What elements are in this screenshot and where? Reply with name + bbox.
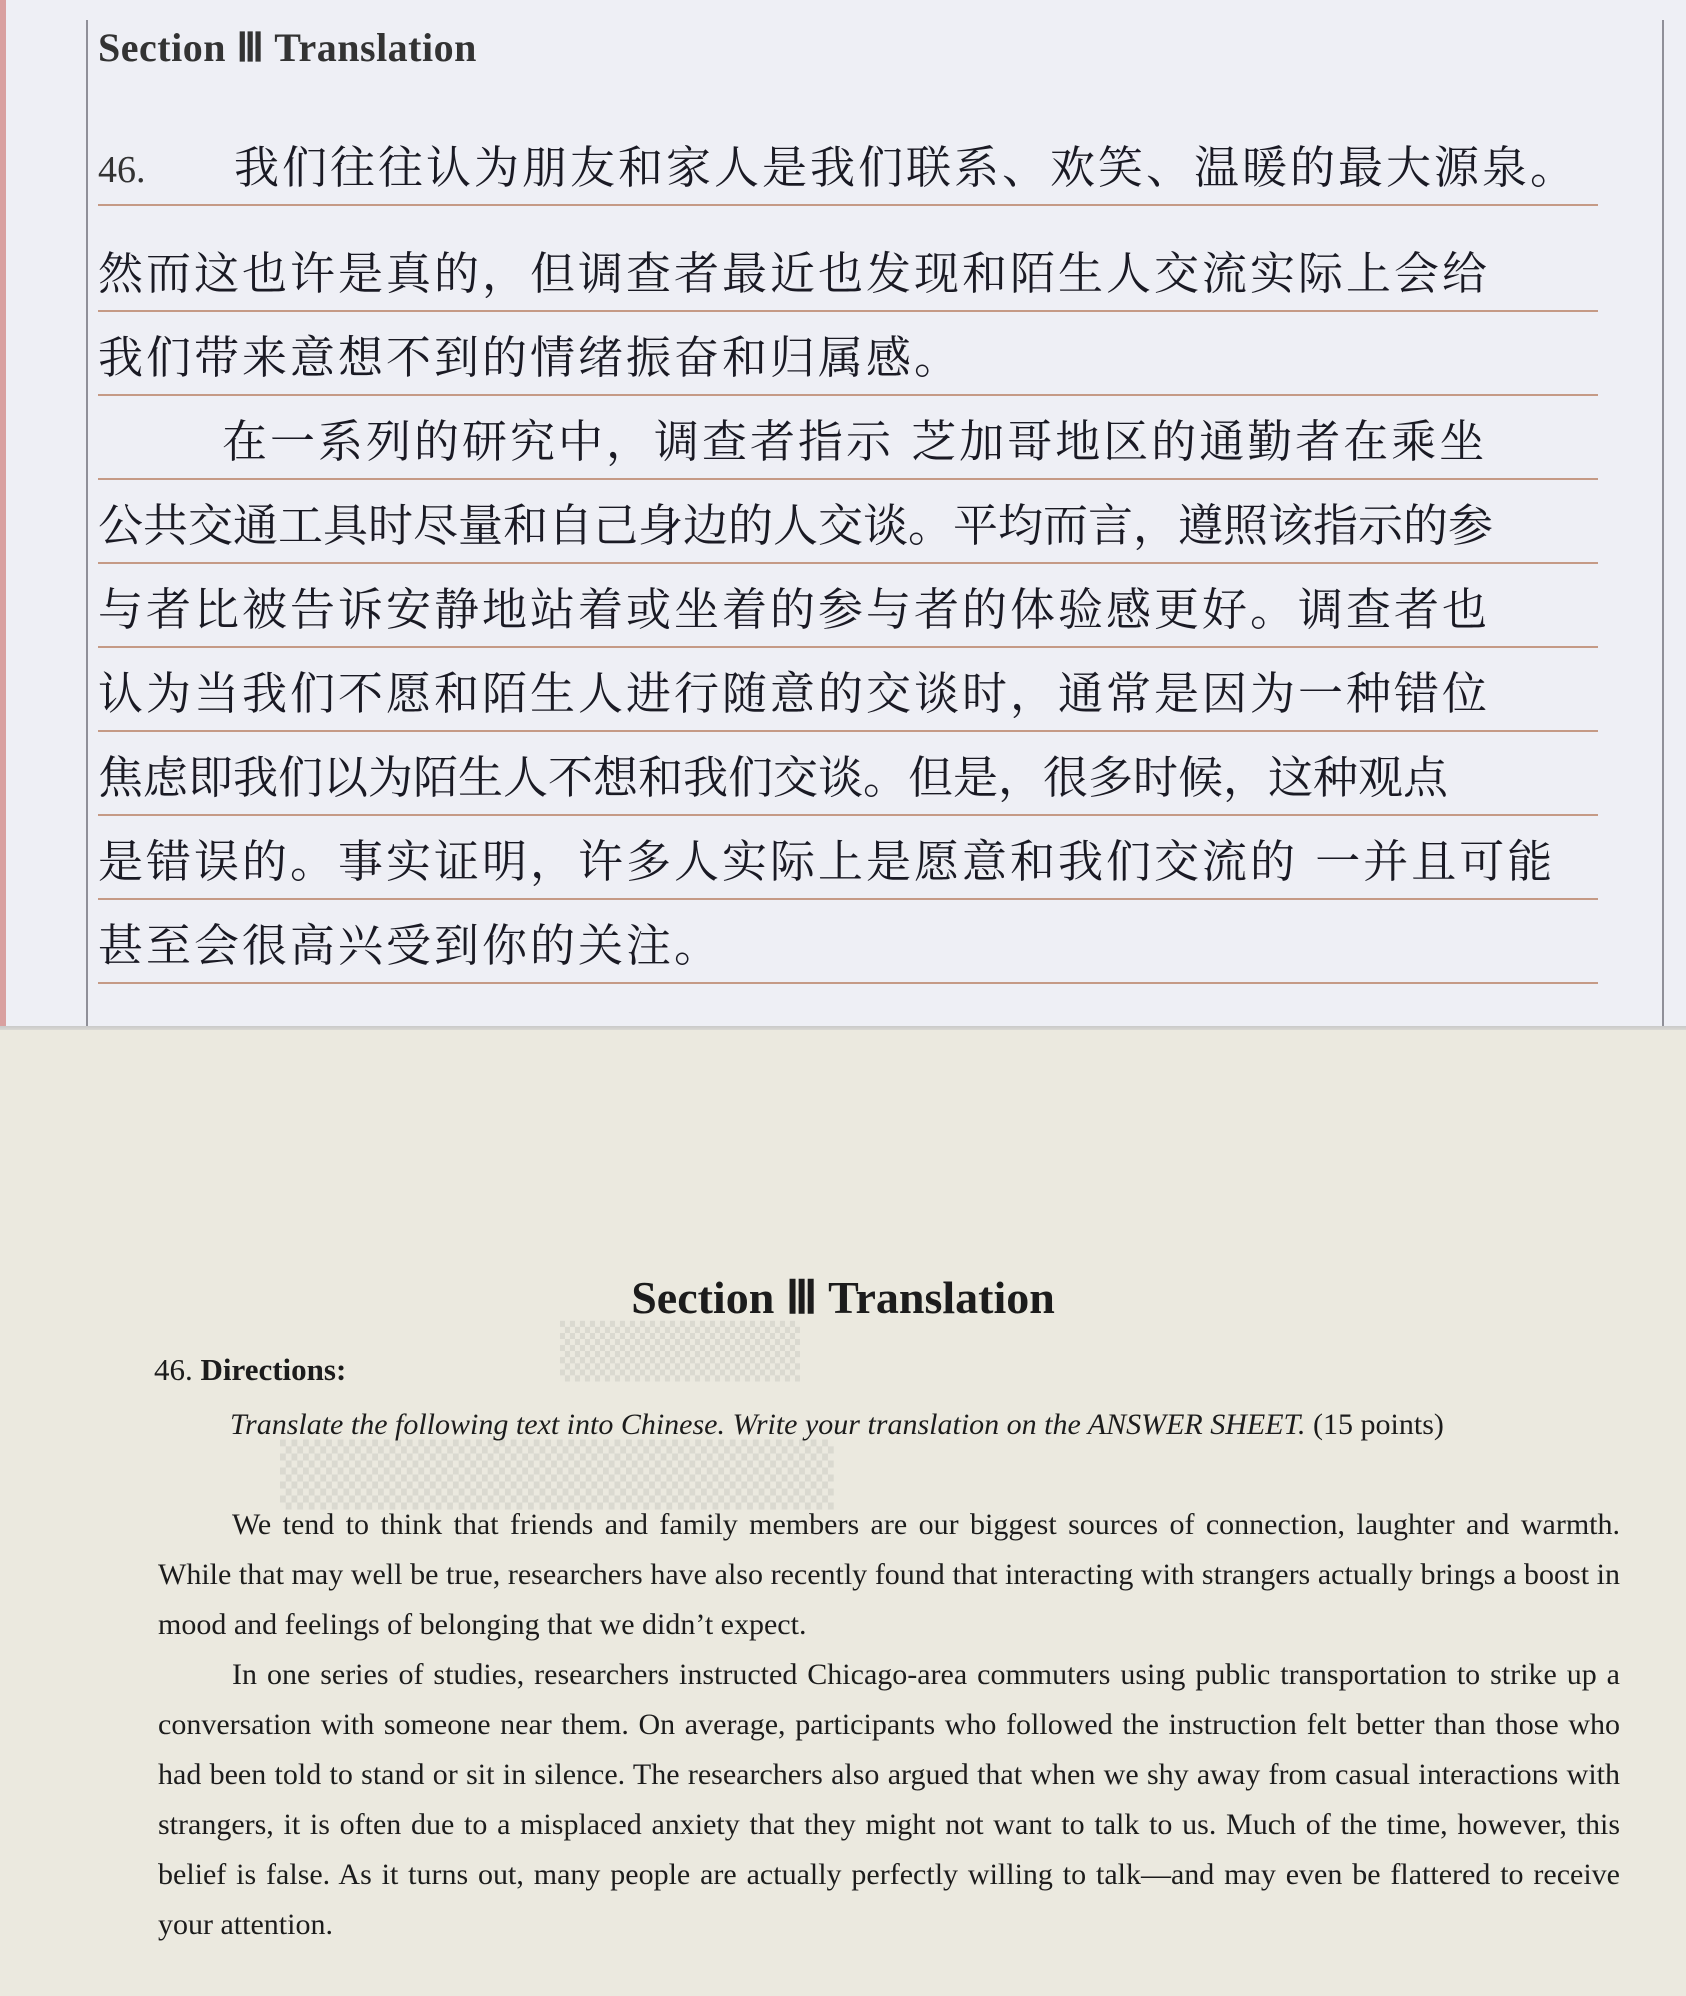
passage-paragraph-1: We tend to think that friends and family members are our biggest sources of connection, laughter and warmth. While that may well be true, researchers have also recently found that interacting with strangers actually brings a boost in mood and feelings of belonging that we didn’t expect. (158, 1508, 1620, 1641)
reference-page (0, 1030, 1686, 1996)
source-passage (158, 1500, 1620, 1950)
bleed-through-texture: ▒▒▒▒▒▒ (560, 1322, 800, 1382)
points-label: (15 points) (1313, 1408, 1444, 1441)
instruction-text: Translate the following text into Chinese. Write your translation on the ANSWER SHEET. (230, 1408, 1306, 1441)
reference-title: Section Ⅲ Translation (631, 1272, 1055, 1323)
handwritten-text: 我们往往认为朋友和家人是我们联系、欢笑、温暖的最大源泉。 (234, 141, 1579, 194)
answer-line-10 (98, 900, 1598, 984)
instruction-line (230, 1408, 1444, 1442)
handwritten-text: 与者比被告诉安静地站着或坐着的参与者的体验感更好。调查者也 (98, 583, 1491, 636)
handwritten-text: 认为当我们不愿和陌生人进行随意的交谈时，通常是因为一种错位 (98, 667, 1491, 720)
answer-line-5 (98, 480, 1598, 564)
handwritten-text: 我们带来意想不到的情绪振奋和归属感。 (98, 331, 963, 384)
directions-heading (154, 1352, 346, 1388)
answer-sheet-title: Section Ⅲ Translation (98, 25, 477, 70)
answer-line-7 (98, 648, 1598, 732)
answer-line-1 (98, 122, 1598, 206)
bleed-through-texture: ▒▒▒▒▒▒▒▒▒▒▒▒ (280, 1440, 834, 1510)
handwritten-text: 甚至会很高兴受到你的关注。 (98, 919, 723, 972)
answer-line-8 (98, 732, 1598, 816)
handwritten-text: 在一系列的研究中，调查者指示 芝加哥地区的通勤者在乘坐 (222, 415, 1488, 468)
directions-label: Directions: (200, 1352, 347, 1387)
handwritten-text: 焦虑即我们以为陌生人不想和我们交谈。但是，很多时候，这种观点 (98, 751, 1449, 804)
handwritten-text: 是错误的。事实证明，许多人实际上是愿意和我们交流的 一并且可能 (98, 835, 1556, 888)
handwritten-text: 公共交通工具时尽量和自己身边的人交谈。平均而言，遵照该指示的参 (98, 499, 1494, 552)
answer-line-4 (98, 396, 1598, 480)
answer-line-6 (98, 564, 1598, 648)
answer-line-2 (98, 228, 1598, 312)
question-number: 46. (98, 149, 146, 191)
directions-number: 46. (154, 1352, 193, 1387)
answer-line-3 (98, 312, 1598, 396)
handwritten-text: 然而这也许是真的，但调查者最近也发现和陌生人交流实际上会给 (98, 247, 1491, 300)
answer-line-9 (98, 816, 1598, 900)
passage-paragraph-2: In one series of studies, researchers instructed Chicago-area commuters using public transportation to strike up a conversation with someone near them. On average, participants who followed the instruction felt better than those who had been told to stand or sit in silence. The researchers also argued that when we shy away from casual interactions with strangers, it is often due to a misplaced anxiety that they might not want to talk to us. Much of the time, however, this belief is false. As it turns out, many people are actually perfectly willing to talk—and may even be flattered to receive your attention. (158, 1658, 1620, 1941)
